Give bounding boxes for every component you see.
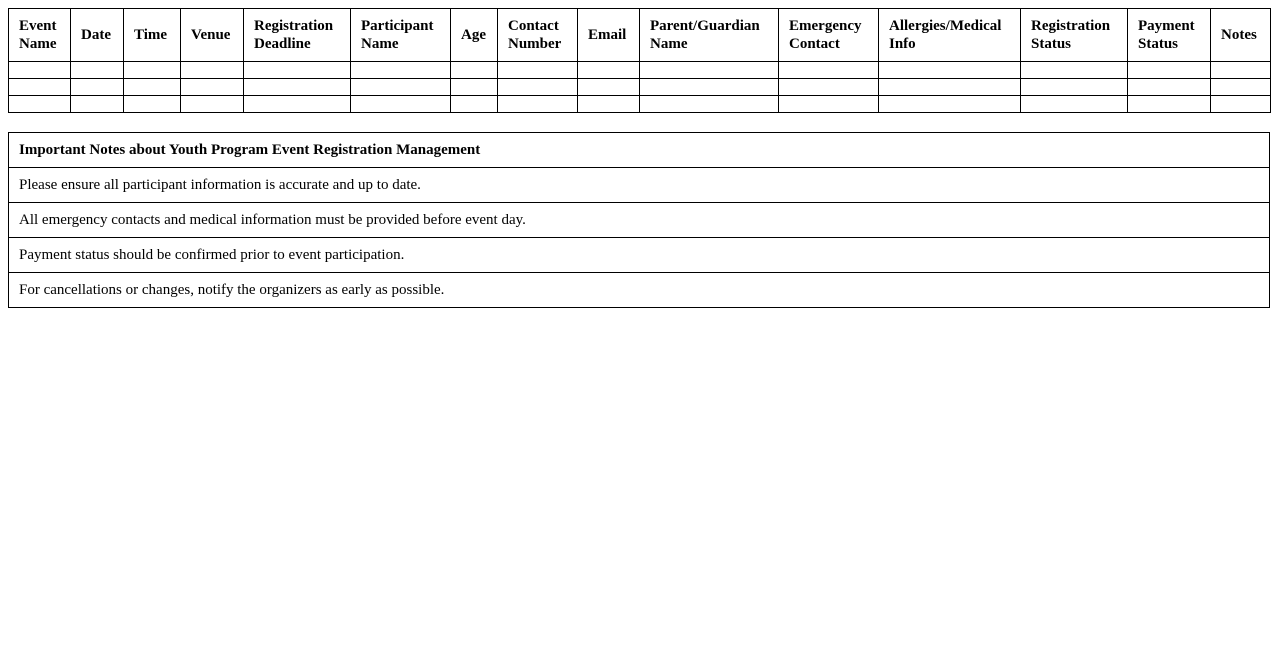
table-row (9, 79, 1271, 96)
table-cell (578, 62, 640, 79)
table-cell (124, 96, 181, 113)
table-cell (578, 96, 640, 113)
registration-table (8, 8, 1271, 113)
table-cell (1211, 79, 1271, 96)
note-row (9, 168, 1270, 203)
note-item: All emergency contacts and medical information must be provided before event day. (9, 203, 1270, 238)
col-header-email: Email (578, 9, 640, 62)
table-cell (9, 62, 71, 79)
table-cell (244, 79, 351, 96)
table-cell (1128, 79, 1211, 96)
col-header-registration-status: Registration Status (1021, 9, 1128, 62)
col-header-age: Age (451, 9, 498, 62)
notes-title: Important Notes about Youth Program Event Registration Management (9, 133, 1270, 168)
col-header-payment-status: Payment Status (1128, 9, 1211, 62)
notes-title-row (9, 133, 1270, 168)
table-cell (71, 62, 124, 79)
note-item: For cancellations or changes, notify the organizers as early as possible. (9, 273, 1270, 308)
table-cell (181, 62, 244, 79)
table-cell (498, 96, 578, 113)
table-cell (1021, 79, 1128, 96)
table-cell (451, 96, 498, 113)
table-cell (351, 96, 451, 113)
table-cell (498, 79, 578, 96)
table-cell (1021, 96, 1128, 113)
table-cell (71, 96, 124, 113)
col-header-date: Date (71, 9, 124, 62)
table-cell (1211, 96, 1271, 113)
col-header-notes: Notes (1211, 9, 1271, 62)
table-cell (1021, 62, 1128, 79)
table-cell (879, 62, 1021, 79)
table-cell (451, 79, 498, 96)
table-cell (9, 96, 71, 113)
col-header-allergies-medical-info: Allergies/Medical Info (879, 9, 1021, 62)
registration-table-body (9, 62, 1271, 113)
table-cell (640, 96, 779, 113)
table-cell (640, 62, 779, 79)
col-header-registration-deadline: Registration Deadline (244, 9, 351, 62)
note-row (9, 238, 1270, 273)
table-cell (779, 79, 879, 96)
col-header-emergency-contact: Emergency Contact (779, 9, 879, 62)
table-cell (181, 96, 244, 113)
table-cell (9, 79, 71, 96)
table-row (9, 96, 1271, 113)
table-cell (244, 96, 351, 113)
note-row (9, 273, 1270, 308)
table-row (9, 62, 1271, 79)
table-cell (879, 79, 1021, 96)
table-cell (244, 62, 351, 79)
table-cell (1211, 62, 1271, 79)
col-header-contact-number: Contact Number (498, 9, 578, 62)
header-row (9, 9, 1271, 62)
table-cell (124, 79, 181, 96)
table-cell (351, 62, 451, 79)
table-cell (640, 79, 779, 96)
table-cell (124, 62, 181, 79)
table-cell (1128, 96, 1211, 113)
note-item: Payment status should be confirmed prior to event participation. (9, 238, 1270, 273)
table-cell (779, 96, 879, 113)
table-cell (498, 62, 578, 79)
page (8, 8, 1270, 308)
notes-table (8, 132, 1270, 308)
table-cell (71, 79, 124, 96)
table-cell (351, 79, 451, 96)
table-cell (879, 96, 1021, 113)
table-cell (181, 79, 244, 96)
table-cell (578, 79, 640, 96)
col-header-parent-guardian-name: Parent/Guardian Name (640, 9, 779, 62)
table-cell (451, 62, 498, 79)
note-row (9, 203, 1270, 238)
col-header-participant-name: Participant Name (351, 9, 451, 62)
col-header-event-name: Event Name (9, 9, 71, 62)
table-cell (779, 62, 879, 79)
col-header-venue: Venue (181, 9, 244, 62)
table-cell (1128, 62, 1211, 79)
col-header-time: Time (124, 9, 181, 62)
note-item: Please ensure all participant information is accurate and up to date. (9, 168, 1270, 203)
